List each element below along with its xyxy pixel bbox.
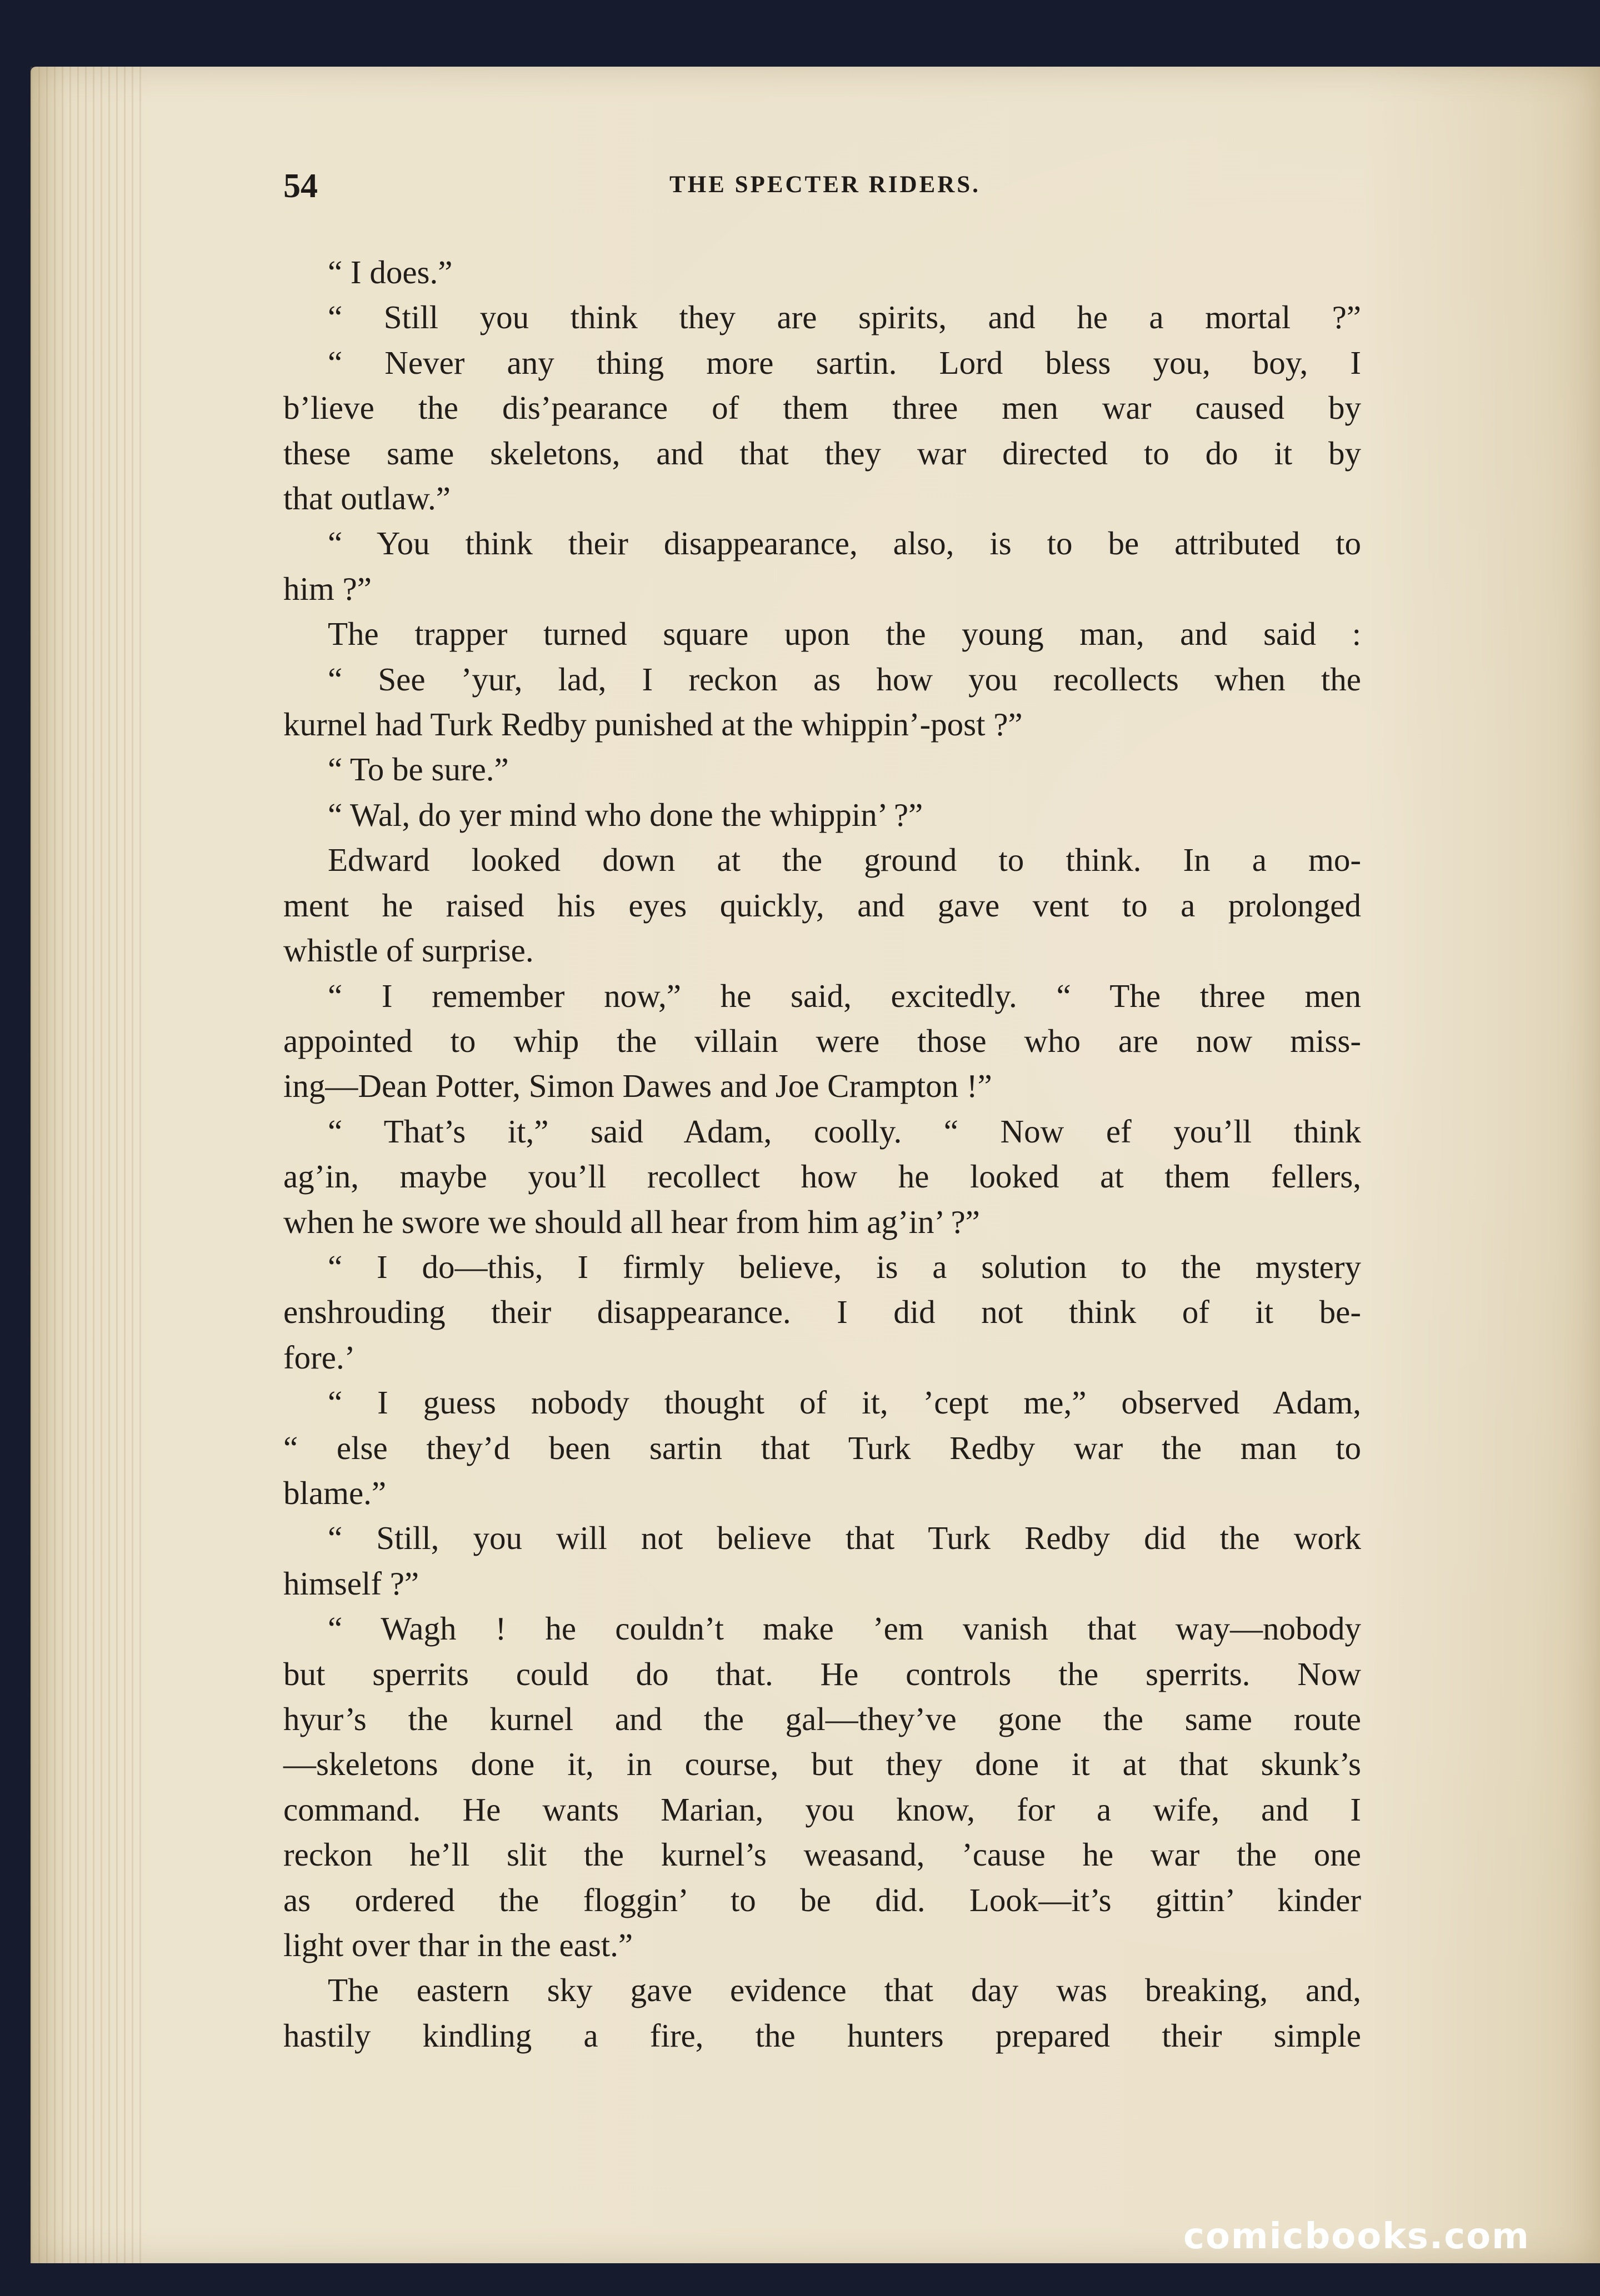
text-line: enshrouding their disappearance. I did not think of it be- (283, 1294, 1361, 1331)
text-line: “ else they’d been sartin that Turk Redby war the man to (283, 1429, 1361, 1466)
text-line: “ I does.” (328, 254, 453, 290)
text-line: “ I guess nobody thought of it, ’cept me,” observed Adam, (328, 1384, 1361, 1421)
text-line: light over thar in the east.” (283, 1927, 633, 1964)
text-line: kurnel had Turk Redby punished at the whippin’-post ?” (283, 706, 1023, 743)
text-line: whistle of surprise. (283, 932, 534, 969)
text-line: —skeletons done it, in course, but they done it at that skunk’s (283, 1746, 1361, 1783)
page-edge-shading (31, 67, 142, 2263)
page-number: 54 (283, 167, 318, 205)
text-line: reckon he’ll slit the kurnel’s weasand, ’cause he war the one (283, 1836, 1361, 1873)
text-line: The eastern sky gave evidence that day was breaking, and, (328, 1972, 1361, 2009)
text-line: ment he raised his eyes quickly, and gave vent to a prolonged (283, 886, 1361, 924)
text-line: “ I remember now,” he said, excitedly. “ The three men (328, 977, 1361, 1014)
text-line: “ I do—this, I firmly believe, is a solution to the mystery (328, 1248, 1361, 1285)
text-line: ing—Dean Potter, Simon Dawes and Joe Crampton !” (283, 1067, 992, 1105)
running-head: THE SPECTER RIDERS. (669, 172, 981, 198)
text-line: himself ?” (283, 1565, 419, 1602)
text-line: these same skeletons, and that they war directed to do it by (283, 434, 1361, 472)
text-line: “ Still, you will not believe that Turk Redby did the work (328, 1520, 1361, 1557)
text-line: as ordered the floggin’ to be did. Look—it’s gittin’ kinder (283, 1881, 1361, 1918)
text-line: “ Never any thing more sartin. Lord bless you, boy, I (328, 344, 1361, 381)
text-line: “ That’s it,” said Adam, coolly. “ Now ef you’ll think (328, 1112, 1361, 1150)
text-line: hyur’s the kurnel and the gal—they’ve gone the same route (283, 1701, 1361, 1737)
text-line: but sperrits could do that. He controls the sperrits. Now (283, 1655, 1361, 1692)
text-line: hastily kindling a fire, the hunters prepared their simple (283, 2017, 1361, 2054)
text-line: b’lieve the dis’pearance of them three men war caused by (283, 389, 1361, 427)
text-line: “ See ’yur, lad, I reckon as how you recollects when the (328, 660, 1361, 698)
body-text (283, 250, 1361, 2058)
text-line: Edward looked down at the ground to think. In a mo- (328, 841, 1361, 879)
text-line: “ Still you think they are spirits, and he a mortal ?” (328, 299, 1361, 336)
text-line: blame.” (283, 1474, 387, 1511)
watermark: comicbooks.com (1183, 2216, 1530, 2257)
text-line: appointed to whip the villain were those who are now miss- (283, 1022, 1361, 1059)
text-line: “ To be sure.” (328, 751, 509, 788)
text-line: The trapper turned square upon the young man, and said : (328, 615, 1361, 653)
text-line: him ?” (283, 570, 372, 607)
text-line: that outlaw.” (283, 480, 451, 517)
text-line: “ Wagh ! he couldn’t make ’em vanish that way—nobody (328, 1610, 1361, 1647)
text-line: fore.’ (283, 1339, 356, 1376)
text-line: command. He wants Marian, you know, for a wife, and I (283, 1791, 1361, 1828)
text-line: when he swore we should all hear from him ag’in’ ?” (283, 1203, 980, 1240)
page-header (283, 167, 1367, 211)
text-line: “ You think their disappearance, also, is to be attributed to (328, 525, 1361, 562)
text-line: ag’in, maybe you’ll recollect how he looked at them fellers, (283, 1158, 1361, 1195)
text-line: “ Wal, do yer mind who done the whippin’ ?” (328, 796, 923, 833)
